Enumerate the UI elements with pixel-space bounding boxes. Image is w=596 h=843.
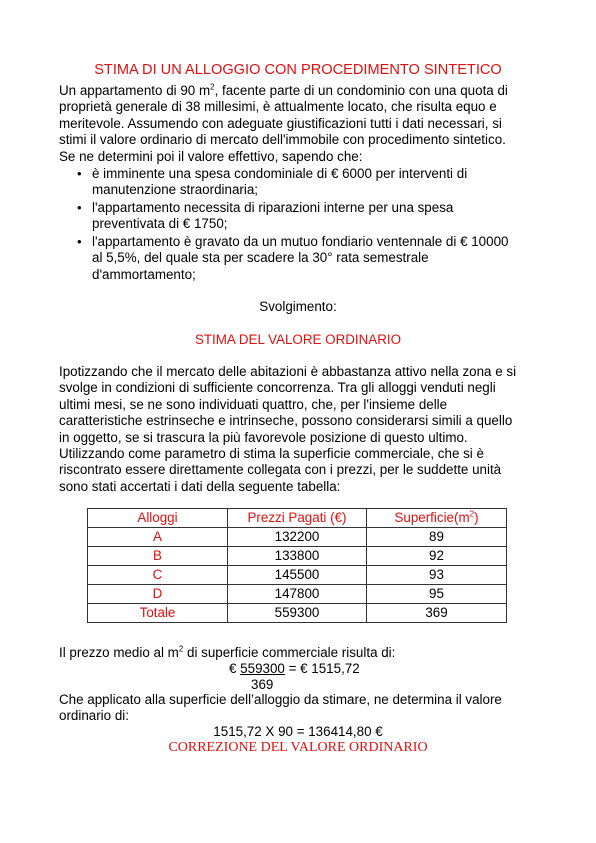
row-label: A [88,528,228,547]
page-title: STIMA DI UN ALLOGGIO CON PROCEDIMENTO SINTETICO [94,62,502,78]
row-label: D [88,585,228,604]
bullet-item: è imminente una spesa condominiale di € 6000 per interventi di manutenzione straordinaria; [92,166,468,198]
calculation-line: 1515,72 X 90 = 136414,80 € [213,724,383,739]
intro-line-4: stimi il valore ordinario di mercato dell'immobile con procedimento sintetico. [59,132,506,148]
table-header-row [88,509,507,528]
data-table [87,508,507,623]
row-price: 559300 [228,604,367,623]
table-row [88,528,507,547]
table-row [88,547,507,566]
intro-line-5: Se ne determini poi il valore effettivo, sapendo che: [59,148,363,164]
row-label: C [88,566,228,585]
bullet-icon: • [77,200,82,215]
body-paragraph: Ipotizzando che il mercato delle abitazioni è abbastanza attivo nella zona e si svolge in condizioni di sufficiente concorrenza. Tra gli alloggi venduti negli ultimi mesi, se ne sono individuati quattro, che, per l'insieme delle caratteristiche estrinseche e intrinseche, possono considerarsi simili a quello in oggetto, se si trascura la più favorevole posizione di questo ultimo. Utilizzando come parametro di stima la superficie commerciale, che si è riscontrato essere direttamente collegata con i prezzi, per le suddette unità sono stati accertati i dati della seguente tabella: [59,364,517,494]
svolgimento-heading: Svolgimento: [259,299,337,314]
table-total-row [88,604,507,623]
row-label: B [88,547,228,566]
table-row [88,585,507,604]
intro-line-2: proprietà generale di 38 millesimi, è attualmente locato, che risulta equo e [59,99,497,115]
section-heading-stima: STIMA DEL VALORE ORDINARIO [194,332,402,347]
bullet-item: l'appartamento è gravato da un mutuo fondiario ventennale di € 10000 al 5,5%, del quale sta per scadere la 30° rata semestrale d'ammortamento; [92,234,509,282]
apply-paragraph: Che applicato alla superficie dell’alloggio da stimare, ne determina il valore ordinario di: [59,692,502,724]
intro-paragraph [59,83,549,165]
row-price: 133800 [228,547,367,566]
formula-denominator: 369 [251,677,274,692]
header-prezzi: Prezzi Pagati (€) [228,509,367,528]
intro-line-3: meritevole. Assumendo con adeguate giustificazioni tutti i dati necessari, si [59,115,502,131]
table-row [88,566,507,585]
row-area: 93 [367,566,507,585]
bullet-icon: • [77,166,82,181]
row-label: Totale [88,604,228,623]
row-price: 147800 [228,585,367,604]
section-heading-correzione: CORREZIONE DEL VALORE ORDINARIO [168,740,428,755]
formula-line: € 559300 = € 1515,72 [229,661,360,676]
intro-line-1: Un appartamento di 90 $m^2$, facente parte di un condominio con una quota di [59,82,508,98]
avg-price-line: Il prezzo medio al $m^2$ di superficie commerciale risulta di: [59,644,396,660]
formula-numerator: 559300 [240,661,285,676]
bullet-icon: • [77,234,82,249]
header-alloggi: Alloggi [88,509,228,528]
row-area: 92 [367,547,507,566]
header-superficie: $Superficie(m^2)$ [367,509,507,528]
row-area: 95 [367,585,507,604]
row-price: 132200 [228,528,367,547]
bullet-item: l'appartamento necessita di riparazioni interne per una spesa preventivata di € 1750; [92,200,454,232]
row-price: 145500 [228,566,367,585]
row-area: 369 [367,604,507,623]
row-area: 89 [367,528,507,547]
